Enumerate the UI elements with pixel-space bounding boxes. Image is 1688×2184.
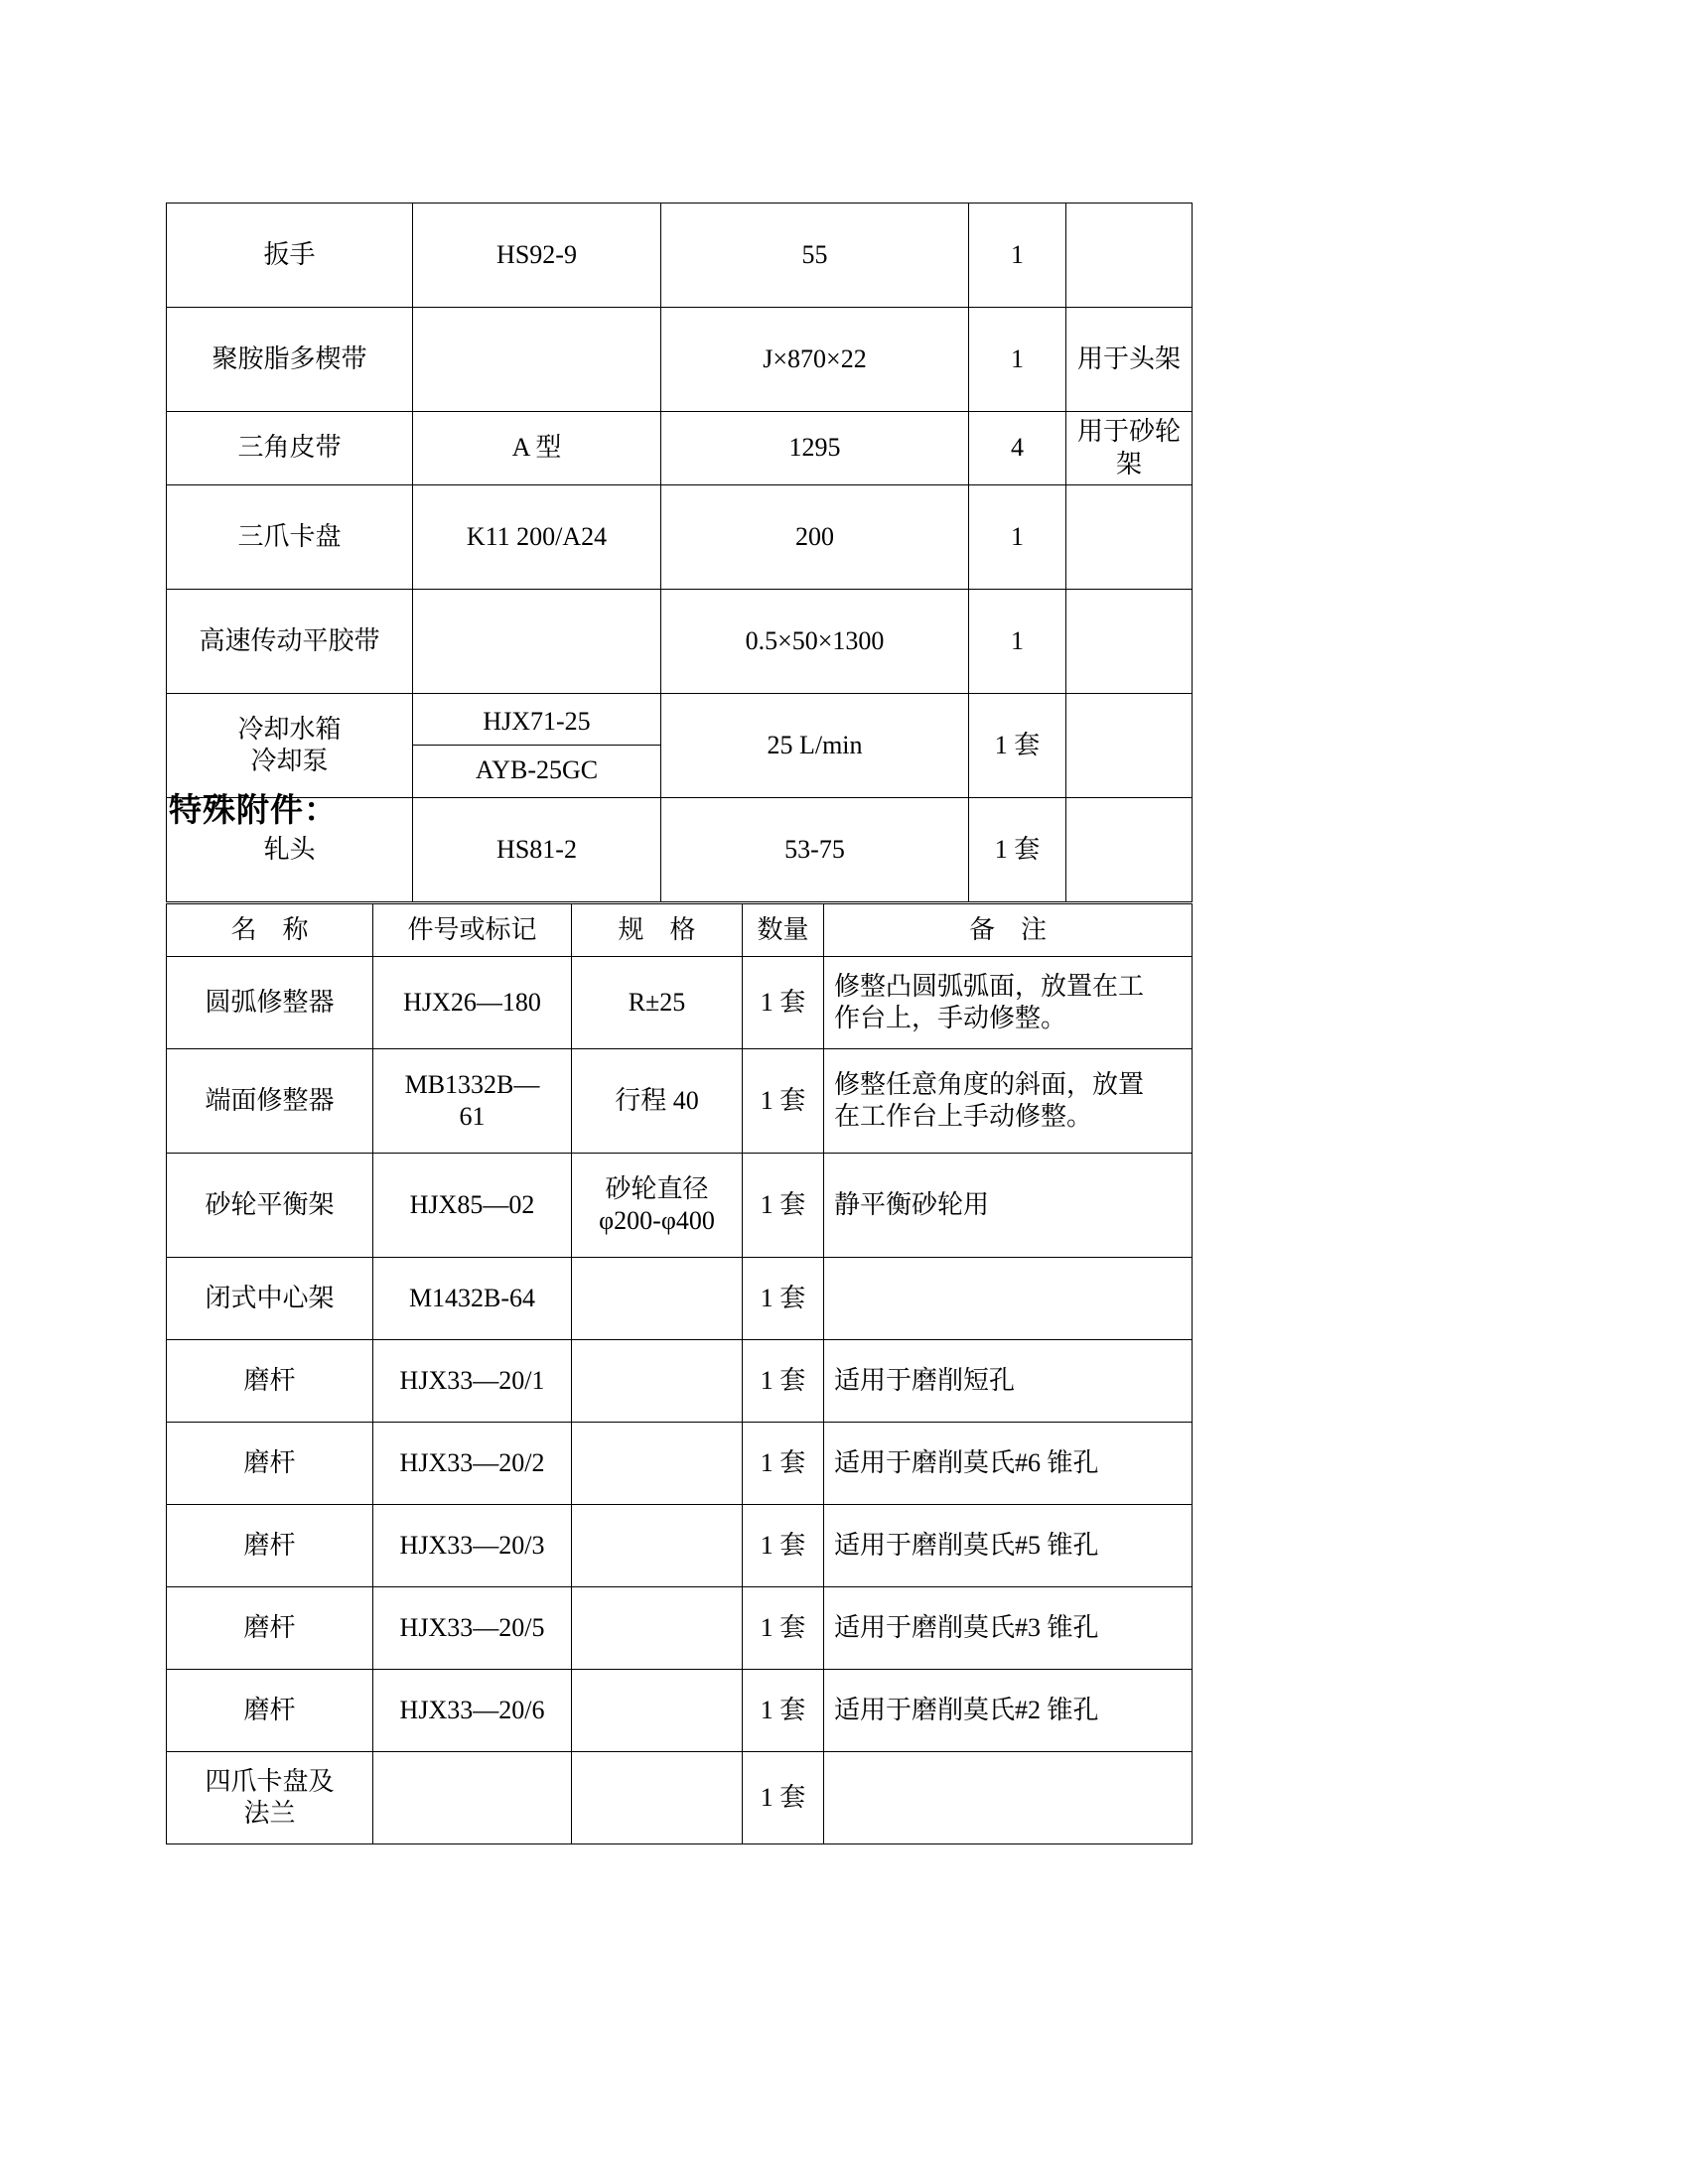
cell-code bbox=[413, 308, 661, 412]
table-row bbox=[167, 1340, 1193, 1423]
cell-name: 磨杆 bbox=[167, 1423, 373, 1505]
cell-code-split bbox=[413, 694, 661, 798]
cell-name: 磨杆 bbox=[167, 1587, 373, 1670]
cell-remark: 用于砂轮架 bbox=[1066, 412, 1193, 485]
cell-remark bbox=[824, 1258, 1193, 1340]
cell-qty: 1 bbox=[969, 590, 1066, 694]
cell-remark bbox=[1066, 798, 1193, 902]
cell-spec: 55 bbox=[661, 204, 969, 308]
cell-qty: 1 套 bbox=[743, 1340, 824, 1423]
cell-name: 磨杆 bbox=[167, 1340, 373, 1423]
cell-qty: 1 套 bbox=[743, 1587, 824, 1670]
cell-remark-line-2: 作台上，手动修整。 bbox=[834, 1004, 1067, 1032]
cell-remark: 适用于磨削短孔 bbox=[824, 1340, 1193, 1423]
cell-qty: 1 套 bbox=[969, 798, 1066, 902]
cell-code-line-2: AYB-25GC bbox=[475, 755, 599, 784]
cell-code: HJX85—02 bbox=[373, 1154, 572, 1258]
cell-name-line-2: 冷却泵 bbox=[250, 747, 329, 775]
cell-code-line-1: HJX71-25 bbox=[413, 697, 660, 746]
column-header-remark: 备 注 bbox=[824, 904, 1193, 957]
cell-spec-line-2: φ200-φ400 bbox=[599, 1206, 715, 1235]
cell-qty: 4 bbox=[969, 412, 1066, 485]
cell-spec bbox=[572, 1505, 743, 1587]
cell-qty: 1 bbox=[969, 204, 1066, 308]
cell-remark: 用于头架 bbox=[1066, 308, 1193, 412]
table-row-cooling bbox=[167, 694, 1193, 798]
table-row bbox=[167, 1154, 1193, 1258]
cell-qty: 1 套 bbox=[743, 1423, 824, 1505]
cell-qty: 1 bbox=[969, 485, 1066, 590]
cell-name bbox=[167, 1752, 373, 1844]
cell-spec bbox=[572, 1154, 743, 1258]
cell-code-line-1: MB1332B— bbox=[404, 1069, 540, 1099]
cell-spec: J×870×22 bbox=[661, 308, 969, 412]
table-row bbox=[167, 204, 1193, 308]
cell-name: 磨杆 bbox=[167, 1670, 373, 1752]
cell-name: 闭式中心架 bbox=[167, 1258, 373, 1340]
table-row bbox=[167, 1423, 1193, 1505]
cell-spec bbox=[572, 1670, 743, 1752]
table-row bbox=[167, 412, 1193, 485]
cell-code bbox=[413, 590, 661, 694]
cell-code: HJX26—180 bbox=[373, 957, 572, 1049]
cell-remark bbox=[1066, 590, 1193, 694]
cell-code bbox=[373, 1049, 572, 1154]
cell-code bbox=[373, 1752, 572, 1844]
cell-spec bbox=[572, 1587, 743, 1670]
cell-qty: 1 套 bbox=[743, 1154, 824, 1258]
cell-spec bbox=[572, 1340, 743, 1423]
cell-name: 扳手 bbox=[167, 204, 413, 308]
cell-remark bbox=[824, 1049, 1193, 1154]
table-row bbox=[167, 308, 1193, 412]
cell-remark-line-1: 修整凸圆弧弧面，放置在工 bbox=[834, 971, 1145, 1001]
cell-spec bbox=[572, 1752, 743, 1844]
column-header-name: 名 称 bbox=[167, 904, 373, 957]
cell-qty: 1 套 bbox=[969, 694, 1066, 798]
table-row bbox=[167, 1505, 1193, 1587]
cell-name-line-1: 冷却水箱 bbox=[237, 714, 342, 744]
table-row bbox=[167, 1049, 1193, 1154]
cell-code: HJX33—20/5 bbox=[373, 1587, 572, 1670]
cell-name: 三角皮带 bbox=[167, 412, 413, 485]
cell-spec: 0.5×50×1300 bbox=[661, 590, 969, 694]
cell-code: K11 200/A24 bbox=[413, 485, 661, 590]
cell-spec: 53-75 bbox=[661, 798, 969, 902]
cell-code: A 型 bbox=[413, 412, 661, 485]
cell-spec bbox=[572, 1423, 743, 1505]
cell-code: HJX33—20/1 bbox=[373, 1340, 572, 1423]
cell-name: 聚胺脂多楔带 bbox=[167, 308, 413, 412]
cell-remark-line-1: 修整任意角度的斜面，放置 bbox=[834, 1069, 1145, 1099]
table-row bbox=[167, 1258, 1193, 1340]
cell-remark bbox=[824, 1752, 1193, 1844]
cell-code: HS81-2 bbox=[413, 798, 661, 902]
cell-remark bbox=[1066, 694, 1193, 798]
table-row bbox=[167, 485, 1193, 590]
cell-spec: 1295 bbox=[661, 412, 969, 485]
cell-code: HJX33—20/3 bbox=[373, 1505, 572, 1587]
cell-remark-line-2: 在工作台上手动修整。 bbox=[834, 1102, 1093, 1131]
cell-spec: 行程 40 bbox=[572, 1049, 743, 1154]
cell-remark bbox=[824, 957, 1193, 1049]
cell-remark: 适用于磨削莫氏#5 锥孔 bbox=[824, 1505, 1193, 1587]
cell-name-line-2: 法兰 bbox=[243, 1799, 296, 1828]
cell-name: 高速传动平胶带 bbox=[167, 590, 413, 694]
table-row bbox=[167, 590, 1193, 694]
cell-qty: 1 套 bbox=[743, 1049, 824, 1154]
cell-name: 轧头 bbox=[167, 798, 413, 902]
cell-code: HS92-9 bbox=[413, 204, 661, 308]
cell-code: HJX33—20/2 bbox=[373, 1423, 572, 1505]
cell-qty: 1 套 bbox=[743, 1670, 824, 1752]
cell-code-line-2: 61 bbox=[459, 1102, 486, 1131]
cell-name: 端面修整器 bbox=[167, 1049, 373, 1154]
cell-qty: 1 bbox=[969, 308, 1066, 412]
cell-code: M1432B-64 bbox=[373, 1258, 572, 1340]
column-header-code: 件号或标记 bbox=[373, 904, 572, 957]
column-header-qty: 数量 bbox=[743, 904, 824, 957]
table-row bbox=[167, 1752, 1193, 1844]
table-header-row bbox=[167, 904, 1193, 957]
cell-qty: 1 套 bbox=[743, 1752, 824, 1844]
special-accessories-table bbox=[166, 903, 1193, 1844]
cell-qty: 1 套 bbox=[743, 1258, 824, 1340]
section-heading-special-accessories: 特殊附件： bbox=[169, 790, 338, 829]
table-row bbox=[167, 957, 1193, 1049]
cell-remark: 适用于磨削莫氏#2 锥孔 bbox=[824, 1670, 1193, 1752]
cell-spec: R±25 bbox=[572, 957, 743, 1049]
cell-remark bbox=[1066, 485, 1193, 590]
cell-remark bbox=[1066, 204, 1193, 308]
cell-qty: 1 套 bbox=[743, 957, 824, 1049]
cell-name-line-1: 四爪卡盘及 bbox=[205, 1766, 335, 1796]
cell-spec-line-1: 砂轮直径 bbox=[605, 1173, 709, 1203]
cell-name: 磨杆 bbox=[167, 1505, 373, 1587]
cell-spec: 200 bbox=[661, 485, 969, 590]
cell-spec bbox=[572, 1258, 743, 1340]
cell-remark: 适用于磨削莫氏#6 锥孔 bbox=[824, 1423, 1193, 1505]
column-header-spec: 规 格 bbox=[572, 904, 743, 957]
cell-name: 砂轮平衡架 bbox=[167, 1154, 373, 1258]
cell-name: 圆弧修整器 bbox=[167, 957, 373, 1049]
cell-remark: 适用于磨削莫氏#3 锥孔 bbox=[824, 1587, 1193, 1670]
cell-remark: 静平衡砂轮用 bbox=[824, 1154, 1193, 1258]
table-row bbox=[167, 1670, 1193, 1752]
cell-name: 三爪卡盘 bbox=[167, 485, 413, 590]
cell-name bbox=[167, 694, 413, 798]
cell-code: HJX33—20/6 bbox=[373, 1670, 572, 1752]
cell-qty: 1 套 bbox=[743, 1505, 824, 1587]
cell-spec: 25 L/min bbox=[661, 694, 969, 798]
table-row bbox=[167, 1587, 1193, 1670]
